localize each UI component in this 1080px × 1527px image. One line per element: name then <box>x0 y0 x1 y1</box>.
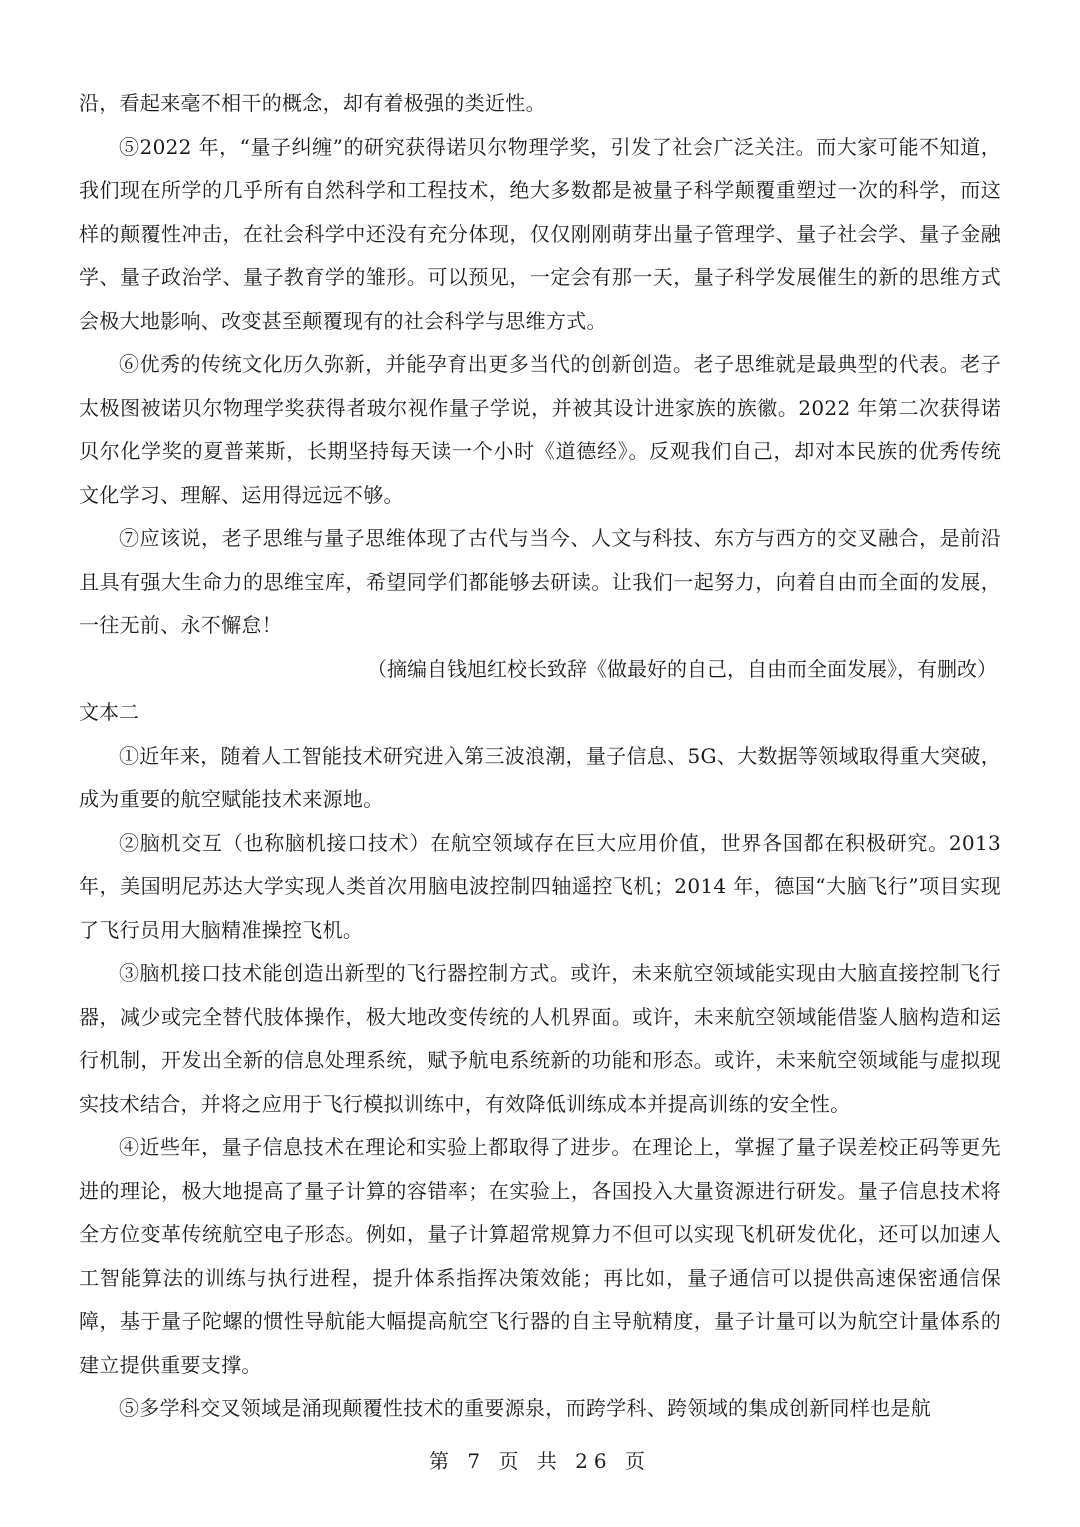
text2-paragraph-4: ④近些年，量子信息技术在理论和实验上都取得了进步。在理论上，掌握了量子误差校正码等更先进的理论，极大地提高了量子计算的容错率；在实验上，各国投入大量资源进行研发。量子信息技术将全方位变革传统航空电子形态。例如，量子计算超常规算力不但可以实现飞机研发优化，还可以加速人工智能算法的训练与执行进程，提升体系指挥决策效能；再比如，量子通信可以提供高速保密通信保障，基于量子陀螺的惯性导航能大幅提高航空飞行器的自主导航精度，量子计量可以为航空计量体系的建立提供重要支撑。 <box>79 1135 1001 1377</box>
text2-paragraph-2: ②脑机交互（也称脑机接口技术）在航空领域存在巨大应用价值，世界各国都在积极研究。2013 年，美国明尼苏达大学实现人类首次用脑电波控制四轴遥控飞机；2014 年，德国“大脑飞行”项目实现了飞行员用大脑精准操控飞机。 <box>79 830 1001 942</box>
text2-paragraph-5: ⑤多学科交叉领域是涌现颠覆性技术的重要源泉，而跨学科、跨领域的集成创新同样也是航 <box>119 1396 931 1420</box>
text1-paragraph-5: ⑤2022 年，“量子纠缠”的研究获得诺贝尔物理学奖，引发了社会广泛关注。而大家可能不知道，我们现在所学的几乎所有自然科学和工程技术，绝大多数都是被量子科学颠覆重塑过一次的科学，而这样的颠覆性冲击，在社会科学中还没有充分体现，仅仅刚刚萌芽出量子管理学、量子社会学、量子金融学、量子政治学、量子教育学的雏形。可以预见，一定会有那一天，量子科学发展催生的新的思维方式会极大地影响、改变甚至颠覆现有的社会科学与思维方式。 <box>79 134 1001 333</box>
page-number-footer: 第 7 页 共 26 页 <box>429 1449 651 1473</box>
text2-paragraph-1: ①近年来，随着人工智能技术研究进入第三波浪潮，量子信息、5G、大数据等领域取得重大突破，成为重要的航空赋能技术来源地。 <box>79 743 1001 811</box>
text2-heading: 文本二 <box>79 700 139 724</box>
text1-continuation: 沿，看起来毫不相干的概念，却有着极强的类近性。 <box>79 91 546 115</box>
text1-source-citation: （摘编自钱旭红校长致辞《做最好的自己，自由而全面发展》，有删改） <box>367 656 997 681</box>
text2-paragraph-3: ③脑机接口技术能创造出新型的飞行器控制方式。或许，未来航空领域能实现由大脑直接控制飞行器，减少或完全替代肢体操作，极大地改变传统的人机界面。或许，未来航空领域能借鉴人脑构造和运行机制，开发出全新的信息处理系统，赋予航电系统新的功能和形态。或许，未来航空领域能与虚拟现实技术结合，并将之应用于飞行模拟训练中，有效降低训练成本并提高训练的安全性。 <box>79 961 1001 1116</box>
text1-paragraph-7: ⑦应该说，老子思维与量子思维体现了古代与当今、人文与科技、东方与西方的交叉融合，是前沿且具有强大生命力的思维宝库，希望同学们都能够去研读。让我们一起努力，向着自由而全面的发展，一往无前、永不懈怠！ <box>79 526 1001 637</box>
document-page <box>79 82 1001 1431</box>
text1-paragraph-6: ⑥优秀的传统文化历久弥新，并能孕育出更多当代的创新创造。老子思维就是最典型的代表。老子太极图被诺贝尔物理学奖获得者玻尔视作量子学说，并被其设计进家族的族徽。2022 年第二次获得诺贝尔化学奖的夏普莱斯，长期坚持每天读一个小时《道德经》。反观我们自己，却对本民族的优秀传统文化学习、理解、运用得远远不够。 <box>79 352 1001 507</box>
